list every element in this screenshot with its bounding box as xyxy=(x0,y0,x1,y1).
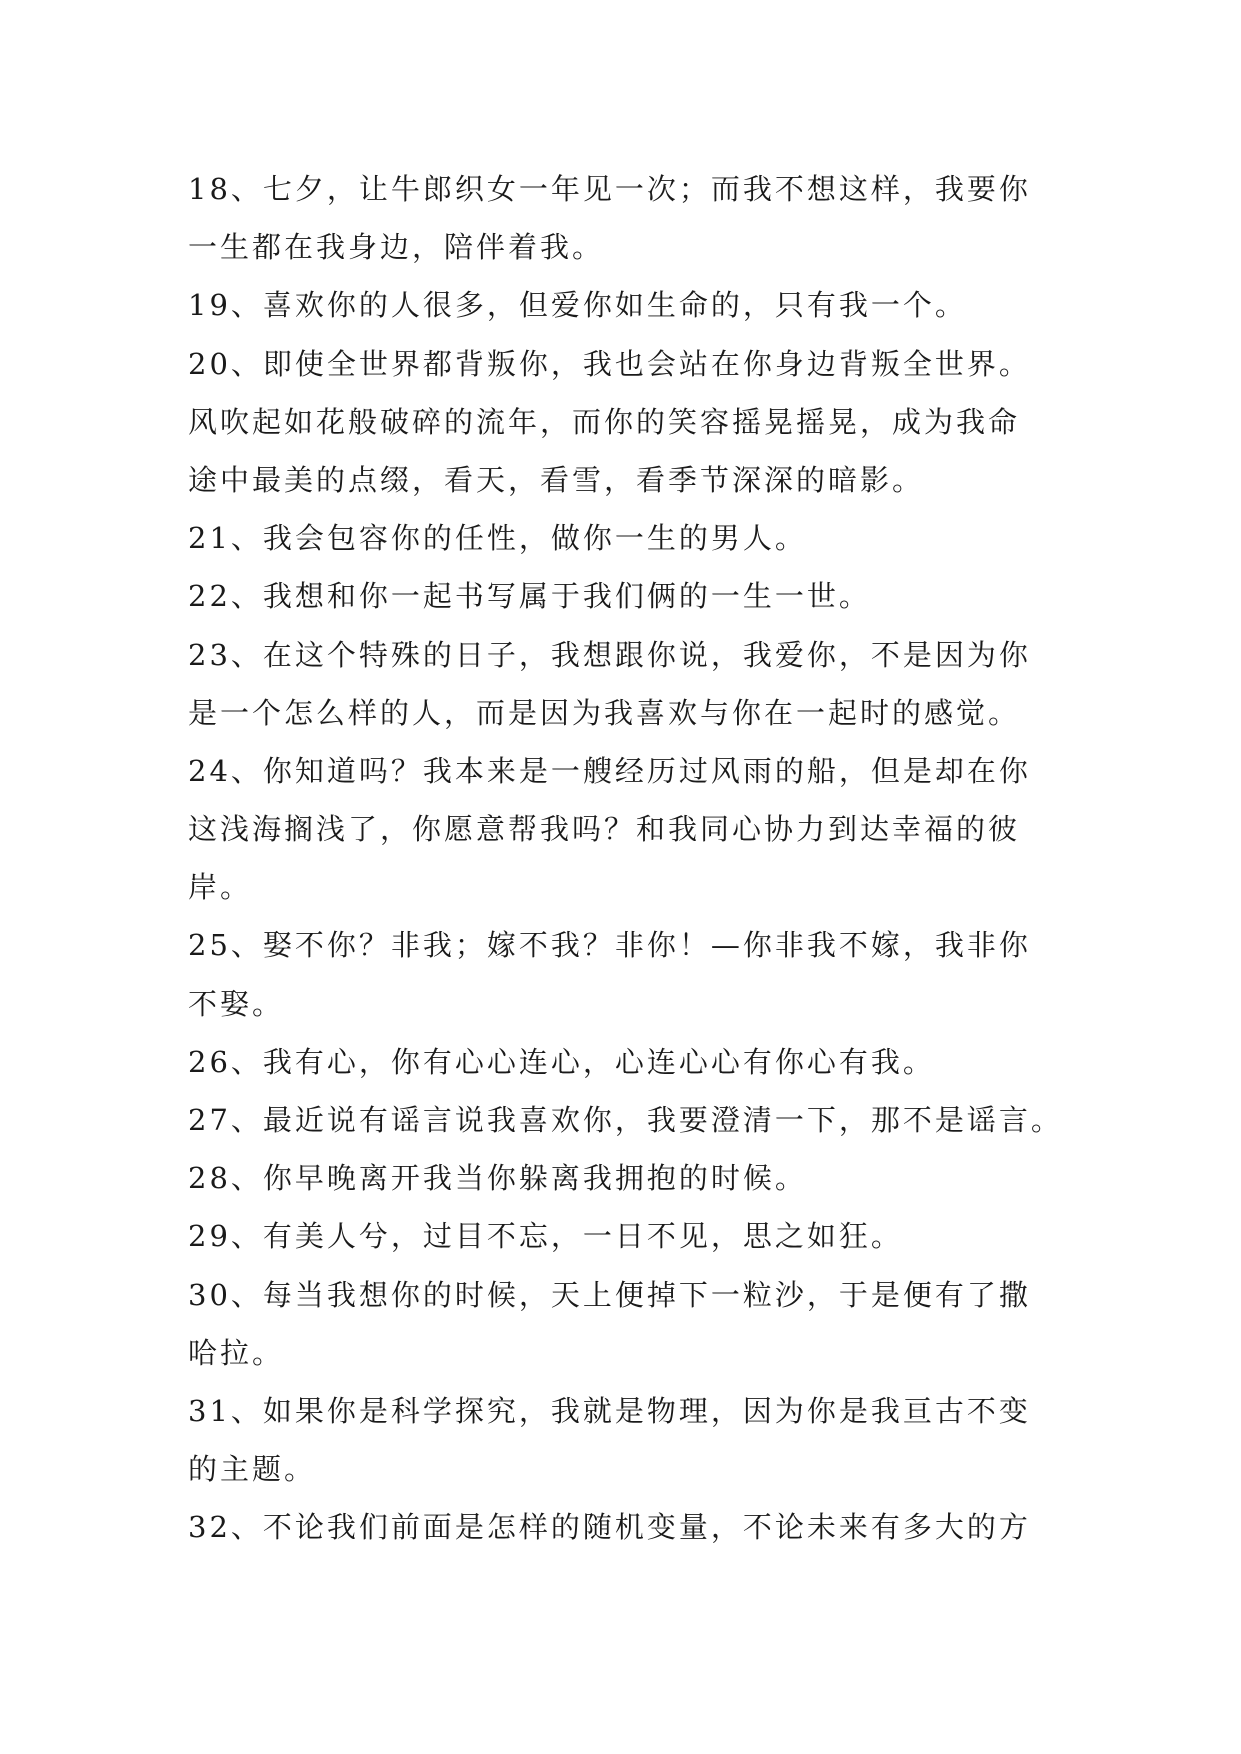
text-line: 31、如果你是科学探究，我就是物理，因为你是我亘古不变 xyxy=(188,1393,1031,1428)
text-line: 28、你早晚离开我当你躲离我拥抱的时候。 xyxy=(188,1161,807,1196)
text-line: 途中最美的点缀，看天，看雪，看季节深深的暗影。 xyxy=(188,462,925,497)
text-line: 哈拉。 xyxy=(188,1335,285,1370)
text-line: 的主题。 xyxy=(188,1452,317,1487)
text-line: 30、每当我想你的时候，天上便掉下一粒沙，于是便有了撒 xyxy=(188,1277,1031,1312)
body-text xyxy=(188,160,1068,1557)
text-line: 21、我会包容你的任性，做你一生的男人。 xyxy=(188,521,807,556)
text-line: 岸。 xyxy=(188,870,253,905)
text-line: 32、不论我们前面是怎样的随机变量，不论未来有多大的方 xyxy=(188,1510,1031,1545)
text-line: 26、我有心，你有心心连心，心连心心有你心有我。 xyxy=(188,1044,935,1079)
text-line: 不娶。 xyxy=(188,986,285,1021)
text-line: 19、喜欢你的人很多，但爱你如生命的，只有我一个。 xyxy=(188,288,967,323)
text-line: 27、最近说有谣言说我喜欢你，我要澄清一下，那不是谣言。 xyxy=(188,1103,1063,1137)
text-line: 24、你知道吗？我本来是一艘经历过风雨的船，但是却在你 xyxy=(188,753,1031,788)
text-line: 23、在这个特殊的日子，我想跟你说，我爱你，不是因为你 xyxy=(188,637,1031,672)
text-line: 18、七夕，让牛郎织女一年见一次；而我不想这样，我要你 xyxy=(188,172,1031,206)
text-line: 29、有美人兮，过目不忘，一日不见，思之如狂。 xyxy=(188,1219,903,1254)
text-line: 是一个怎么样的人，而是因为我喜欢与你在一起时的感觉。 xyxy=(188,695,1021,730)
text-line: 22、我想和你一起书写属于我们俩的一生一世。 xyxy=(188,579,871,614)
text-line: 一生都在我身边，陪伴着我。 xyxy=(188,230,605,265)
text-line: 这浅海搁浅了，你愿意帮我吗？和我同心协力到达幸福的彼 xyxy=(188,812,1021,847)
text-line: 风吹起如花般破碎的流年，而你的笑容摇晃摇晃，成为我命 xyxy=(188,404,1021,439)
text-line: 25、娶不你？非我；嫁不我？非你！—你非我不嫁，我非你 xyxy=(188,928,1031,963)
text-line: 20、即使全世界都背叛你，我也会站在你身边背叛全世界。 xyxy=(188,346,1031,381)
